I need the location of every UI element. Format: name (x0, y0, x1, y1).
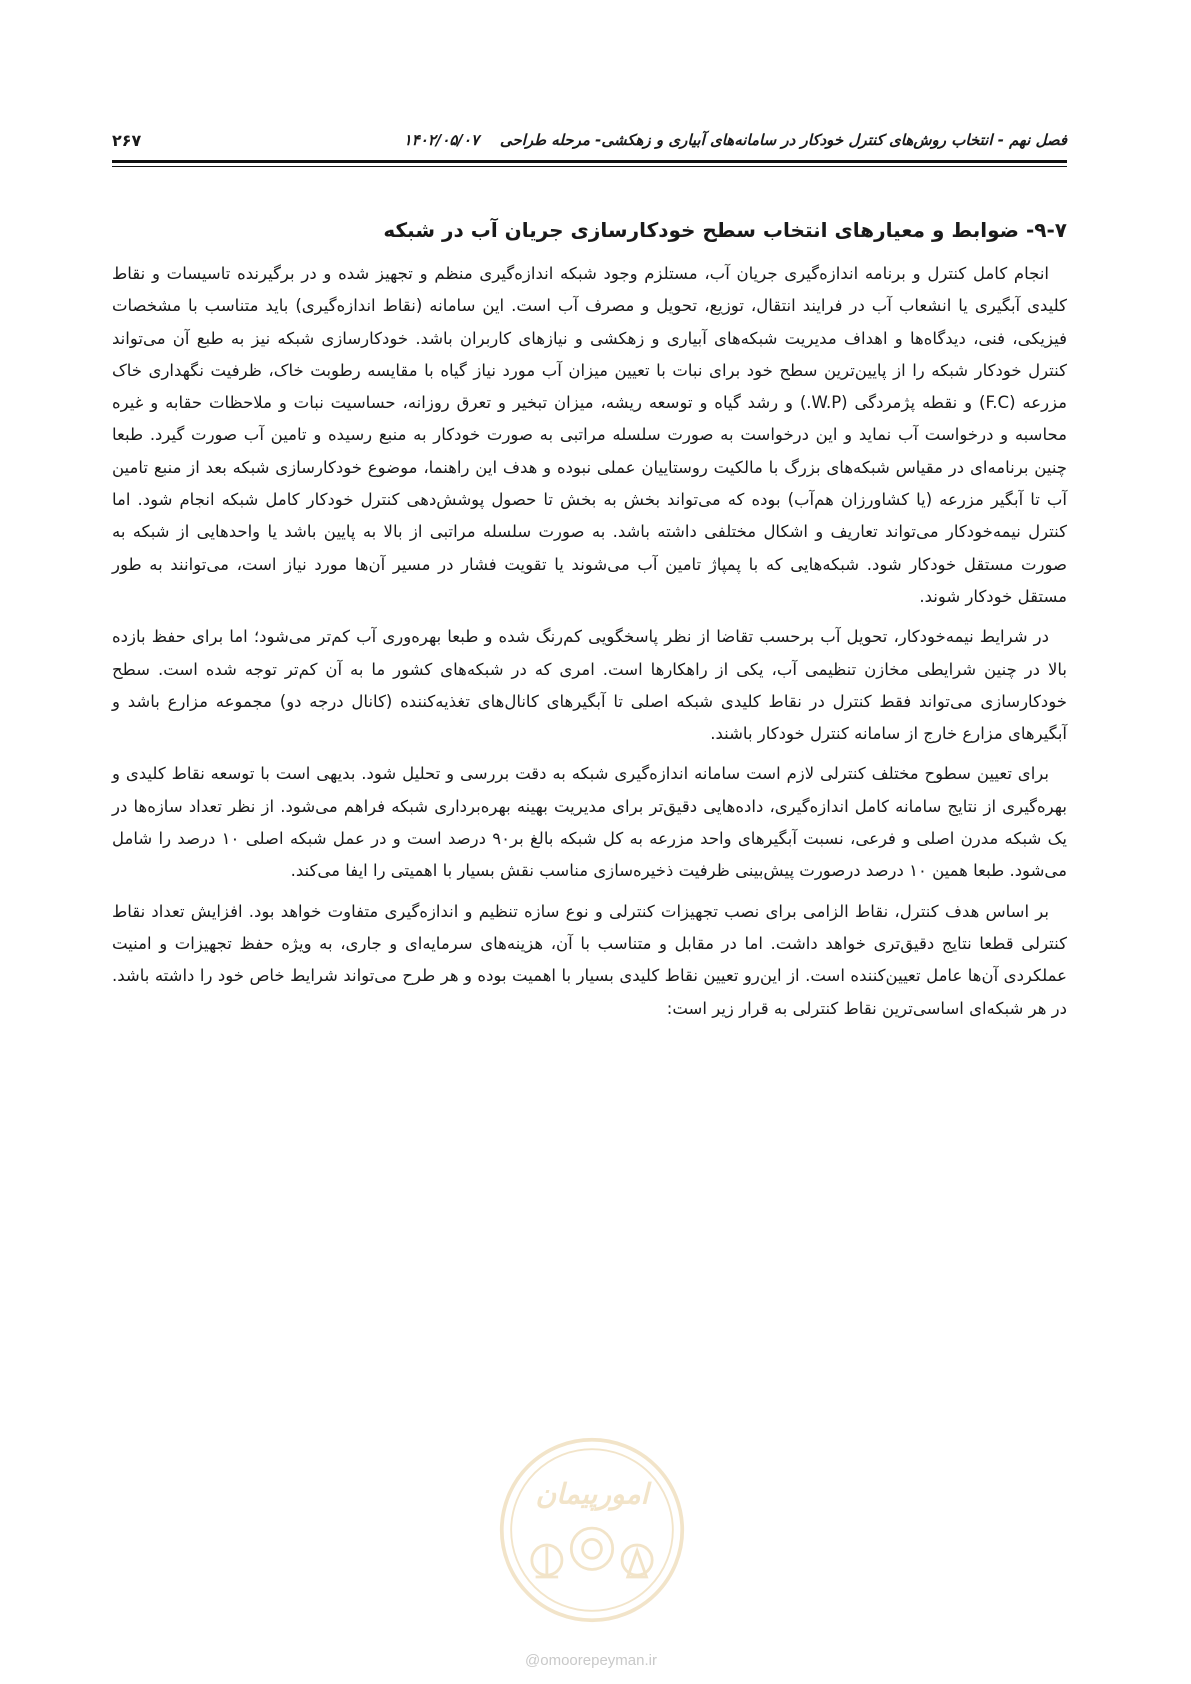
body-text (112, 258, 1067, 1033)
page-number: ۲۶۷ (112, 130, 142, 150)
header-rule-thick (112, 160, 1067, 163)
chapter-heading (404, 131, 1067, 149)
svg-text:امورپیمان: امورپیمان (535, 1477, 649, 1511)
chapter-title: فصل نهم - انتخاب روش‌های کنترل خودکار در سامانه‌های آبیاری و زهکشی- مرحله طراحی (499, 131, 1067, 149)
paragraph-1: انجام کامل کنترل و برنامه اندازه‌گیری جریان آب، مستلزم وجود شبکه اندازه‌گیری منظم و تجهیز شده و در برگیرنده تاسیسات و نقاط کلیدی آبگیری یا انشعاب آب در فرایند انتقال، توزیع، تحویل و مصرف آب است. این سامانه (نقاط اندازه‌گیری) باید متناسب با مشخصات فیزیکی، فنی، دیدگاه‌ها و اهداف مدیریت شبکه‌های آبیاری و زهکشی و نیازهای کاربران باشد. خودکارسازی شبکه نیز به طبع آن می‌تواند کنترل خودکار شبکه را از پایین‌ترین سطح خود برای نبات با تعیین میزان آب مورد نیاز گیاه با مقایسه رطوبت خاک، ظرفیت نگهداری خاک مزرعه (F.C) و نقطه پژمردگی (W.P.) و رشد گیاه و توسعه ریشه، میزان تبخیر و تعرق روزانه، حساسیت نبات و ملاحظات حقابه و غیره محاسبه و درخواست آب نماید و این درخواست به صورت سلسله مراتبی به صورت خودکار به منبع رسیده و تامین آب صورت گیرد. طبعا چنین برنامه‌ای در مقیاس شبکه‌های بزرگ با مالکیت روستاییان عملی نبوده و هدف این راهنما، موضوع خودکارسازی شبکه بعد از منبع تامین آب تا آبگیر مزرعه (یا کشاورزان هم‌آب) بوده که می‌تواند بخش به بخش تا حصول پوشش‌دهی کنترل خودکار کامل شبکه انجام شود. اما کنترل نیمه‌خودکار می‌تواند تعاریف و اشکال مختلفی داشته باشد. به صورت سلسله مراتبی از بالا به پایین باشد یا واحدهایی از شبکه به صورت مستقل خودکار شود. شبکه‌هایی که با پمپاژ تامین آب می‌شوند یا تقویت فشار در مسیر آن‌ها مورد نیاز است، می‌توانند به طور مستقل خودکار شوند. (112, 264, 1067, 606)
paragraph-3: برای تعیین سطوح مختلف کنترلی لازم است سامانه اندازه‌گیری شبکه به دقت بررسی و تحلیل شود. بدیهی است با توسعه نقاط کلیدی و بهره‌گیری از نتایج سامانه کامل اندازه‌گیری، داده‌هایی دقیق‌تر برای مدیریت بهینه بهره‌برداری شبکه فراهم می‌شود. از نظر تعداد سازه‌ها در یک شبکه مدرن اصلی و فرعی، نسبت آبگیرهای واحد مزرعه به کل شبکه بالغ بر۹۰ درصد است و در عمل شبکه اصلی ۱۰ درصد را شامل می‌شود. طبعا همین ۱۰ درصد درصورت پیش‌بینی ظرفیت ذخیره‌سازی مناسب نقش بسیار با اهمیتی را ایفا می‌کند. (112, 764, 1067, 881)
watermark-seal-icon (498, 1436, 686, 1624)
header-rule-thin (112, 166, 1067, 167)
paragraph-4: بر اساس هدف کنترل، نقاط الزامی برای نصب تجهیزات کنترلی و نوع سازه تنظیم و اندازه‌گیری متفاوت خواهد بود. افزایش تعداد نقاط کنترلی قطعا نتایج دقیق‌تری خواهد داشت. اما در مقابل و متناسب با آن، هزینه‌های سرمایه‌ای و جاری، به ویژه حفظ تجهیزات و امنیت عملکردی آن‌ها عامل تعیین‌کننده است. از این‌رو تعیین نقاط کلیدی بسیار با اهمیت بوده و هر طرح می‌تواند شرایط خاص خود را داشته باشد. در هر شبکه‌ای اساسی‌ترین نقاط کنترلی به قرار زیر است: (112, 901, 1067, 1018)
section-title: ۹-۷- ضوابط و معیارهای انتخاب سطح خودکارسازی جریان آب در شبکه (383, 218, 1067, 242)
page-header (112, 128, 1067, 152)
watermark-url: @omoorepeyman.ir (525, 1652, 657, 1669)
paragraph-2: در شرایط نیمه‌خودکار، تحویل آب برحسب تقاضا از نظر پاسخگویی کم‌رنگ شده و طبعا بهره‌وری آب کم‌تر می‌شود؛ اما برای حفظ بازده بالا در چنین شرایطی مخازن تنظیمی آب، یکی از راهکارها است. امری که در شبکه‌های کشور ما به آن کم‌تر توجه شده است. سطح خودکارسازی می‌تواند فقط کنترل در نقاط کلیدی شبکه اصلی تا آبگیرهای کانال‌های تغذیه‌کننده (کانال درجه دو) مجموعه مزارع باشد و آبگیرهای مزارع خارج از سامانه کنترل خودکار باشند. (112, 627, 1067, 744)
header-date: ۱۴۰۲/۰۵/۰۷ (403, 131, 480, 149)
